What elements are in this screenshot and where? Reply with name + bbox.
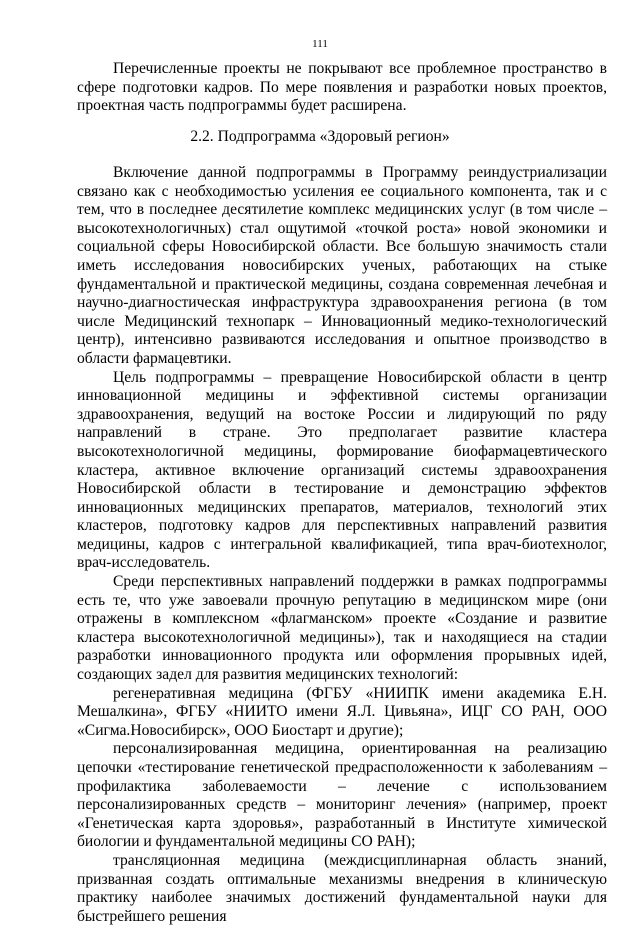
list-item-paragraph: трансляционная медицина (междисциплинарная область знаний, призванная создать оптимальные механизмы внедрения в клиническую практику наиболее значимых достижений фундаментальной науки для быстрейшего решения: [77, 851, 607, 925]
section-heading: 2.2. Подпрограмма «Здоровый регион»: [190, 128, 450, 145]
intro-block: [77, 60, 607, 116]
intro-paragraph: Перечисленные проекты не покрывают все проблемное пространство в сфере подготовки кадров. По мере появления и разработки новых проектов, проектная часть подпрограммы будет расширена.: [77, 60, 607, 115]
page-number: 111: [312, 38, 328, 50]
paragraph: Цель подпрограммы – превращение Новосибирской области в центр инновационной медицины и эффективной системы организации здравоохранения, ведущий на востоке России и лидирующий по ряду направлений в стране. Это предполагает развитие кластера высокотехнологичной медицины, формирование биофармацевтического кластера, активное включение организаций системы здравоохранения Новосибирской области в тестирование и демонстрацию эффектов инновационных медицинских препаратов, материалов, технологий этих кластеров, подготовку кадров для перспективных направлений развития медицины, кадров с интегральной квалификацией, типа врач-биотехнолог, врач-исследователь.: [77, 368, 607, 572]
body-text: [77, 164, 607, 926]
paragraph: Включение данной подпрограммы в Программу реиндустриализации связано как с необходимостью усиления ее социального компонента, так и с тем, что в последнее десятилетие комплекс медицинских услуг (в том числе – высокотехнологичных) стал ощутимой «точкой роста» новой экономики и социальной сферы Новосибирской области. Все большую значимость стали иметь исследования новосибирских ученых, работающих на стыке фундаментальной и практической медицины, создана современная лечебная и научно-диагностическая инфраструктура здравоохранения региона (в том числе Медицинский технопарк – Инновационный медико-технологический центр), интенсивно развиваются исследования и опытное производство в области фармацевтики.: [77, 164, 607, 367]
list-item-paragraph: регенеративная медицина (ФГБУ «НИИПК имени академика Е.Н. Мешалкина», ФГБУ «НИИТО имени Я.Л. Цивьяна», ИЦГ СО РАН, ООО «Сигма.Новосибирск», ООО Биостарт и другие);: [77, 684, 607, 739]
list-item-paragraph: персонализированная медицина, ориентированная на реализацию цепочки «тестирование генетической предрасположенности к заболеваниям – профилактика заболеваемости – лечение с использованием персонализированных средств – мониторинг лечения» (например, проект «Генетическая карта здоровья», разработанный в Институте химической биологии и фундаментальной медицины СО РАН);: [77, 740, 607, 851]
paragraph: Среди перспективных направлений поддержки в рамках подпрограммы есть те, что уже завоевали прочную репутацию в медицинском мире (они отражены в комплексном «флагманском» проекте «Создание и развитие кластера высокотехнологичной медицины»), так и находящиеся на стадии разработки инновационного продукта или оформления прорывных идей, создающих задел для развития медицинских технологий:: [77, 573, 607, 684]
